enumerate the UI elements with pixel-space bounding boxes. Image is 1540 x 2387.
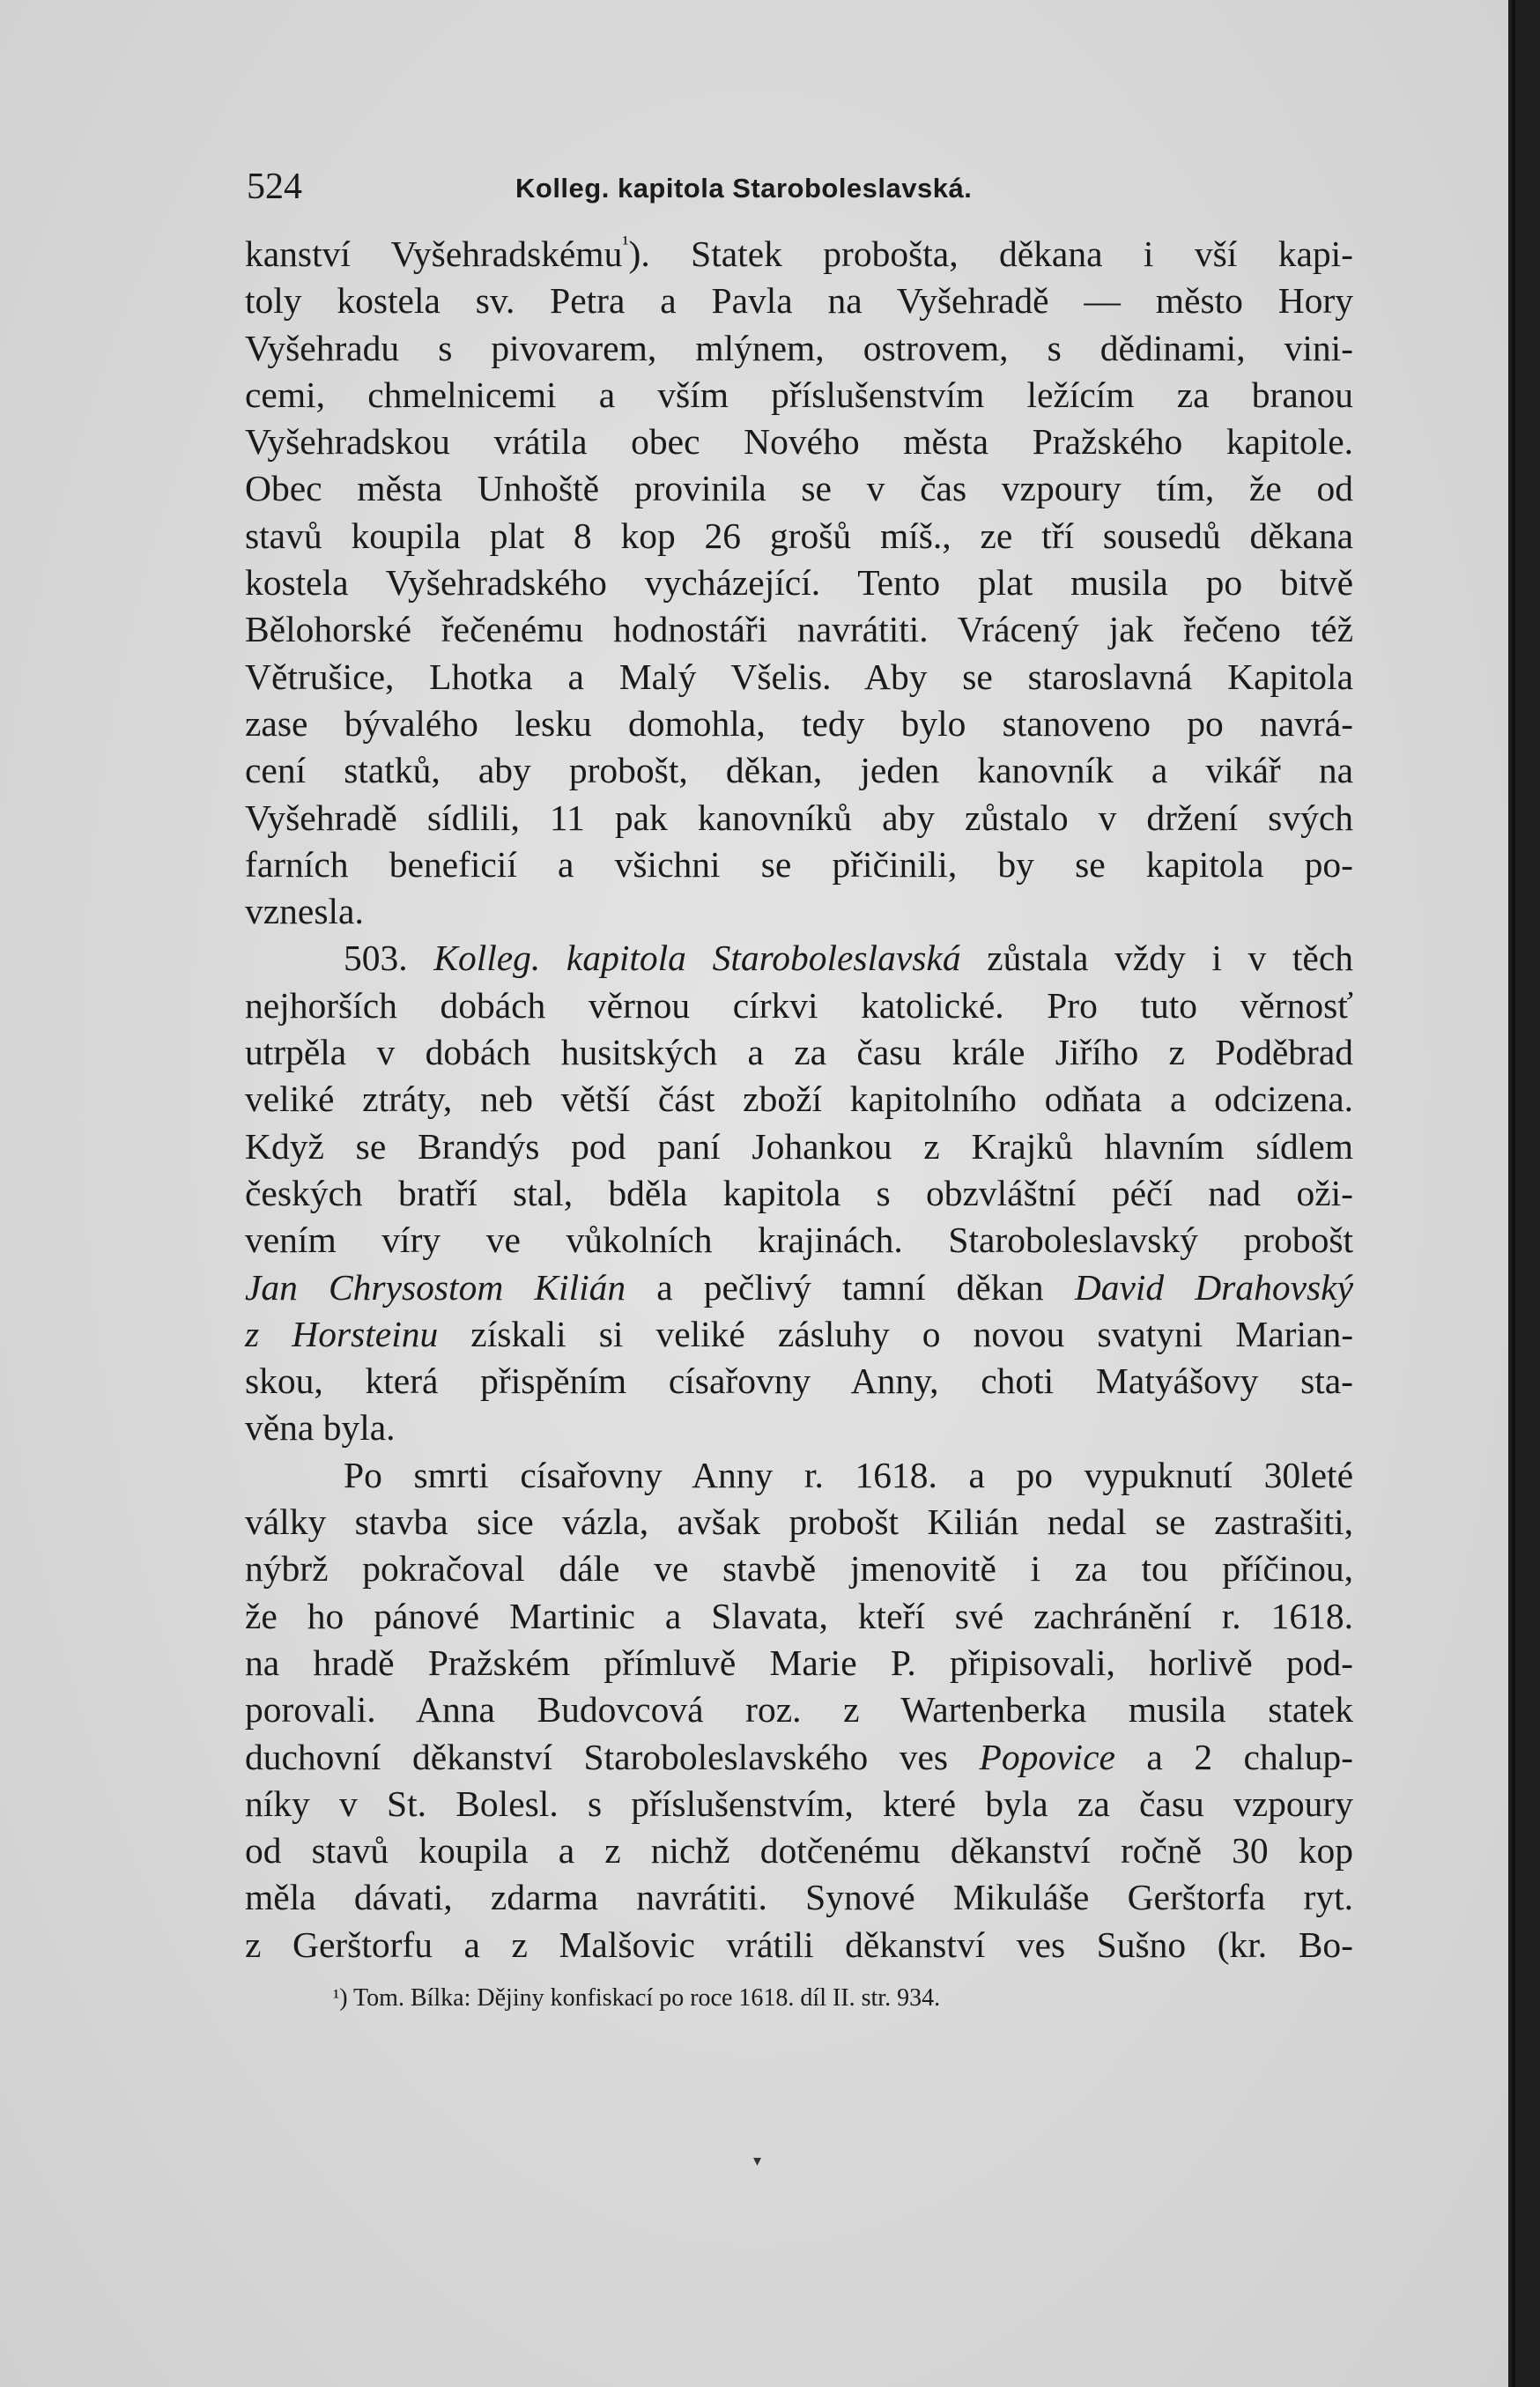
- text-line: od stavů koupila a z nichž dotčenému děkanství ročně 30 kop: [245, 1830, 1353, 1872]
- text-line: duchovní děkanství Staroboleslavského ves Popovice a 2 chalup-: [245, 1736, 1353, 1777]
- text-line: vznesla.: [245, 891, 364, 932]
- text-line: farních beneficií a všichni se přičinili, by se kapitola po-: [245, 843, 1353, 885]
- text-line: nýbrž pokračoval dále ve stavbě jmenovitě i za tou příčinou,: [245, 1548, 1353, 1590]
- text-line: kanství Vyšehradskému$^{^1}$). Statek proboštа, děkana i vší kapi-: [245, 233, 1353, 274]
- text-line: Větrušice, Lhotka a Malý Všelis. Aby se staroslavná Kapitola: [245, 656, 1353, 697]
- scan-edge-line: [1512, 0, 1515, 2387]
- text-line: z Gerštorfu a z Malšovic vrátili děkanství ves Sušno (kr. Bo-: [245, 1924, 1353, 1965]
- footnote: [333, 1984, 1337, 2013]
- text-line: vením víry ve vůkolních krajinách. Staroboleslavský probošt: [245, 1219, 1353, 1261]
- text-line: veliké ztráty, neb větší část zboží kapitolního odňata a odcizena.: [245, 1079, 1353, 1120]
- page-header: [247, 166, 1348, 219]
- text-line: kostela Vyšehradského vycházející. Tento plat musila po bitvě: [245, 562, 1353, 604]
- text-line: války stavba sice vázla, avšak probošt Kilián nedal se zastrašiti,: [245, 1501, 1353, 1543]
- text-line: Vyšehradě sídlili, 11 pak kanovníků aby zůstalo v držení svých: [245, 797, 1353, 838]
- text-line: českých bratří stal, bděla kapitola s obzvláštní péčí nad oži-: [245, 1172, 1353, 1213]
- section-title: Kolleg. kapitola Staroboleslavská: [433, 938, 961, 979]
- running-title: Kolleg. kapitola Staroboleslavská.: [515, 173, 973, 204]
- text-line: Bělohorské řečenému hodnostáři navrátiti. Vrácený jak řečeno též: [245, 609, 1353, 650]
- text-line: měla dávati, zdarma navrátiti. Synové Mikuláše Gerštorfa ryt.: [245, 1877, 1353, 1918]
- text-line: toly kostela sv. Petra a Pavla na Vyšehradě — město Hory: [245, 280, 1353, 322]
- footnote-marker: ¹: [333, 1986, 340, 2009]
- text-line: cemi, chmelnicemi a vším příslušenstvím ležícím za branou: [245, 374, 1353, 415]
- text-line: Když se Brandýs pod paní Johankou z Krajků hlavním sídlem: [245, 1125, 1353, 1167]
- text-line: z Horsteinu získali si veliké zásluhy o novou svatyni Marian-: [245, 1313, 1354, 1354]
- place-name: Popovice: [979, 1736, 1115, 1777]
- section-start-line: 503. Kolleg. kapitola Staroboleslavská zůstala vždy i v těch: [344, 938, 1354, 979]
- person-name: David Drahovský: [1074, 1266, 1353, 1308]
- text-line: porovali. Anna Budovcová roz. z Wartenberka musila statek: [245, 1689, 1353, 1731]
- text-line: Obec města Unhoště provinila se v čas vzpoury tím, že od: [245, 468, 1353, 509]
- text-line: na hradě Pražském přímluvě Marie P. připisovali, horlivě pod-: [245, 1642, 1353, 1683]
- footnote-ref: ¹: [622, 233, 629, 256]
- person-name: Jan Chrysostom Kilián: [245, 1266, 626, 1308]
- page-number: 524: [247, 167, 302, 207]
- printer-mark-icon: ▾: [753, 2152, 762, 2170]
- text-line: Vyšehradu s pivovarem, mlýnem, ostrovem, s dědinami, vini-: [245, 327, 1353, 368]
- text-line: Vyšehradskou vrátila obec Nového města Pražského kapitole.: [245, 421, 1353, 463]
- text-line: že ho pánové Martinic a Slavata, kteří své zachránění r. 1618.: [245, 1595, 1353, 1636]
- text-line: skou, která přispěním císařovny Anny, choti Matyášovy sta-: [245, 1360, 1353, 1402]
- text-line: stavů koupila plat 8 kop 26 grošů míš., ze tří sousedů děkana: [245, 515, 1353, 556]
- text-line: Jan Chrysostom Kilián a pečlivý tamní děkan David Drahovský: [245, 1266, 1353, 1308]
- text-line: zase bývalého lesku domohla, tedy bylo stanoveno po navrá-: [245, 702, 1353, 744]
- paragraph-start-line: Po smrti císařovny Anny r. 1618. a po vypuknutí 30leté: [344, 1454, 1353, 1495]
- footnote-text: ) Tom. Bílka: Dějiny konfiskací po roce 1618. díl II. str. 934.: [339, 1984, 941, 2012]
- person-name: z Horsteinu: [245, 1313, 439, 1354]
- text-line: nejhorších dobách věrnou církvi katolické. Pro tuto věrnosť: [245, 984, 1353, 1026]
- text-line: utrpěla v dobách husitských a za času krále Jiřího z Poděbrad: [245, 1032, 1353, 1073]
- text-line: věna byla.: [245, 1407, 396, 1449]
- text-line: níky v St. Bolesl. s příslušenstvím, které byla za času vzpoury: [245, 1783, 1353, 1824]
- text-line: cení statků, aby probošt, děkan, jeden kanovník a vikář na: [245, 750, 1353, 791]
- body-text: [245, 231, 1353, 1968]
